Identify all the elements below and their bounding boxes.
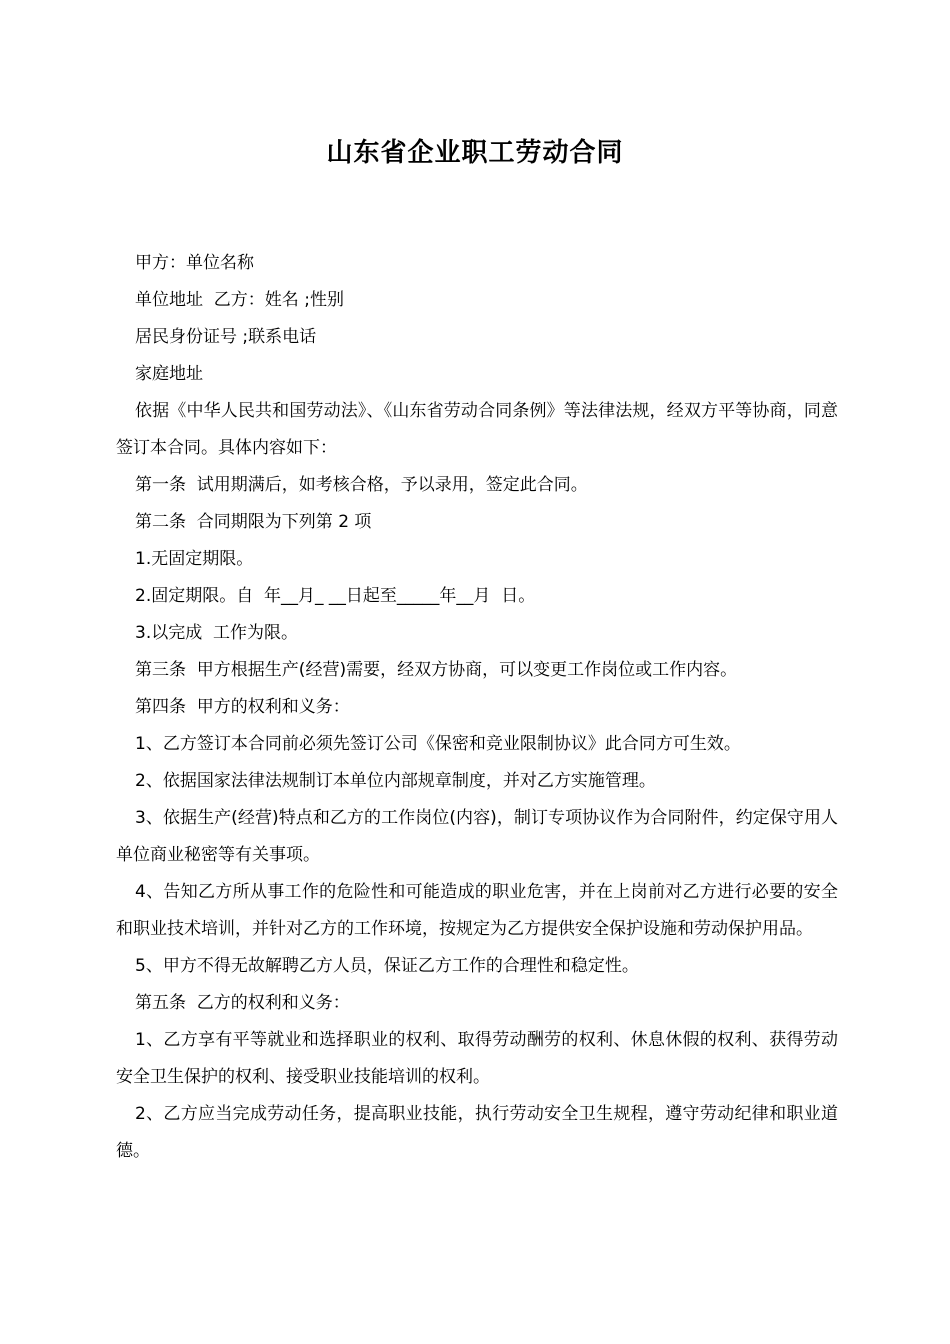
party-b-id-phone: 居民身份证号 ;联系电话 [135, 327, 317, 347]
document-title: 山东省企业职工劳动合同 [326, 138, 624, 168]
article-4-item-5: 5、甲方不得无故解聘乙方人员，保证乙方工作的合理性和稳定性。 [135, 956, 639, 976]
article-4-item-3: 3、依据生产(经营)特点和乙方的工作岗位(内容)，制订专项协议作为合同附件，约定保守用人单位商业秘密等有关事项。 [116, 808, 838, 865]
article-2: 第二条 合同期限为下列第 2 项 [135, 512, 372, 532]
article-5: 第五条 乙方的权利和义务： [135, 993, 350, 1013]
document-body [116, 245, 838, 1170]
article-4-item-1: 1、乙方签订本合同前必须先签订公司《保密和竞业限制协议》此合同方可生效。 [135, 734, 741, 754]
party-a-address-party-b-name: 单位地址 乙方：姓名 ;性别 [135, 290, 344, 310]
article-4-item-4: 4、告知乙方所从事工作的危险性和可能造成的职业危害，并在上岗前对乙方进行必要的安全和职业技术培训，并针对乙方的工作环境，按规定为乙方提供安全保护设施和劳动保护用品。 [116, 882, 838, 939]
party-b-home-address: 家庭地址 [135, 364, 203, 384]
article-5-item-1: 1、乙方享有平等就业和选择职业的权利、取得劳动酬劳的权利、休息休假的权利、获得劳动安全卫生保护的权利、接受职业技能培训的权利。 [116, 1030, 838, 1087]
article-1: 第一条 试用期满后，如考核合格，予以录用，签定此合同。 [135, 475, 588, 495]
article-4: 第四条 甲方的权利和义务： [135, 697, 350, 717]
article-2-item-1: 1.无固定期限。 [135, 549, 254, 569]
preamble: 依据《中华人民共和国劳动法》、《山东省劳动合同条例》等法律法规，经双方平等协商，同意签订本合同。具体内容如下： [116, 401, 838, 458]
party-a-name: 甲方：单位名称 [135, 253, 254, 273]
article-2-item-2: 2.固定期限。自 年__月_ __日起至_____年__月 日。 [135, 586, 536, 606]
article-2-item-3: 3.以完成 工作为限。 [135, 623, 299, 643]
article-4-item-2: 2、依据国家法律法规制订本单位内部规章制度，并对乙方实施管理。 [135, 771, 656, 791]
article-5-item-2: 2、乙方应当完成劳动任务，提高职业技能，执行劳动安全卫生规程，遵守劳动纪律和职业道德。 [116, 1104, 838, 1161]
article-3: 第三条 甲方根据生产(经营)需要，经双方协商，可以变更工作岗位或工作内容。 [135, 660, 738, 680]
